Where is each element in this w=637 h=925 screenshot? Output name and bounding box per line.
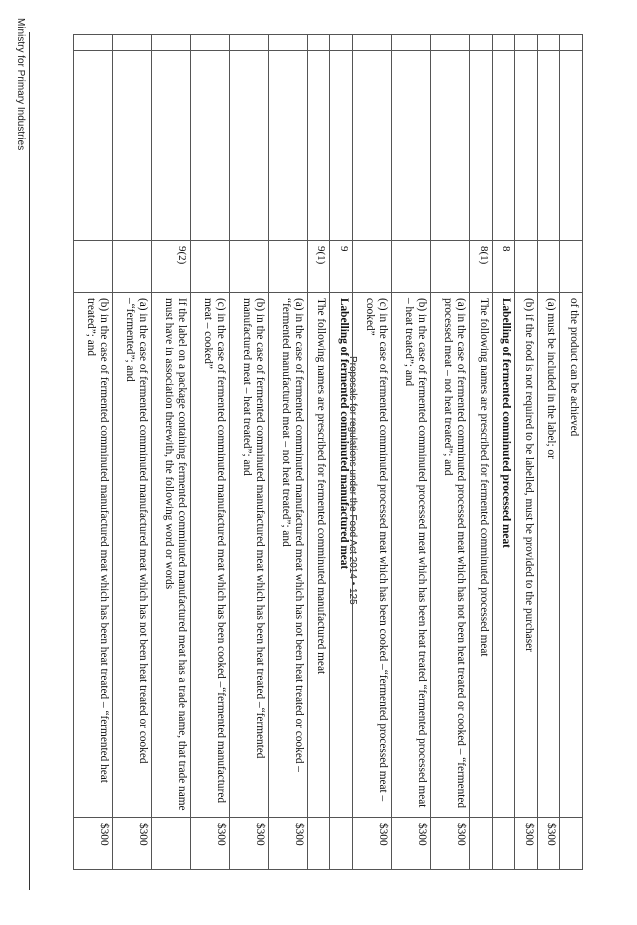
blank-cell (307, 51, 330, 241)
fine-amount: $300 (74, 818, 113, 870)
blank-cell (268, 51, 307, 241)
table-row (307, 35, 330, 870)
section-heading: Labelling of fermented comminuted manufactured meat (330, 293, 353, 818)
clause-number: 9(2) (152, 241, 191, 293)
clause-number: 9(1) (307, 241, 330, 293)
table-row (537, 35, 560, 870)
clause-text: (a) must be included in the label; or (537, 293, 560, 818)
table-row (353, 35, 392, 870)
clause-text: (a) in the case of fermented comminuted processed meat which has not been heat treated or cooked – “fermented processed meat – not heat treated”; and (431, 293, 470, 818)
blank-cell (74, 35, 113, 51)
clause-number (560, 241, 583, 293)
blank-cell (431, 35, 470, 51)
document-title: Proposals for regulations under the Food Act 2014 • 125 (347, 356, 358, 605)
blank-cell (353, 51, 392, 241)
clause-number (537, 241, 560, 293)
table-row (469, 35, 492, 870)
table-row (74, 35, 113, 870)
regulation-table (73, 34, 583, 846)
blank-cell (492, 35, 515, 51)
table-row (392, 35, 431, 870)
blank-cell (515, 51, 538, 241)
blank-cell (537, 51, 560, 241)
blank-cell (152, 35, 191, 51)
blank-cell (353, 35, 392, 51)
fine-amount: $300 (431, 818, 470, 870)
clause-text: of the product can be achieved (560, 293, 583, 818)
blank-cell (392, 51, 431, 241)
blank-cell (152, 51, 191, 241)
table-row (268, 35, 307, 870)
blank-cell (330, 35, 353, 51)
blank-cell (74, 51, 113, 241)
blank-cell (537, 35, 560, 51)
blank-cell (307, 35, 330, 51)
blank-cell (492, 51, 515, 241)
section-heading: Labelling of fermented comminuted processed meat (492, 293, 515, 818)
fine-amount: $300 (392, 818, 431, 870)
ministry-name: Ministry for Primary Industries (15, 18, 26, 151)
section-heading-row (330, 35, 353, 870)
clause-number (229, 241, 268, 293)
clause-text: (c) in the case of fermented comminuted processed meat which has been cooked –“fermented processed meat – cooked” (353, 293, 392, 818)
blank-cell (113, 35, 152, 51)
clause-number (392, 241, 431, 293)
blank-cell (330, 51, 353, 241)
blank-cell (113, 51, 152, 241)
clause-text: (a) in the case of fermented comminuted manufactured meat which has not been heat treated or cooked –“fermented”; and (113, 293, 152, 818)
table-row (515, 35, 538, 870)
blank-cell (392, 35, 431, 51)
fine-amount (560, 818, 583, 870)
clause-text: (c) in the case of fermented comminuted manufactured meat which has been cooked –“fermented manufactured meat – cooked” (191, 293, 230, 818)
clause-number (113, 241, 152, 293)
blank-cell (469, 51, 492, 241)
clause-number: 8(1) (469, 241, 492, 293)
table-row (560, 35, 583, 870)
table-row (113, 35, 152, 870)
blank-cell (515, 35, 538, 51)
clause-number (431, 241, 470, 293)
table-row (431, 35, 470, 870)
clause-number (191, 241, 230, 293)
fine-amount: $300 (515, 818, 538, 870)
blank-cell (560, 35, 583, 51)
blank-cell (560, 51, 583, 241)
clause-text: If the label on a package containing fermented comminuted manufactured meat has a trade name, that trade name must have in association therewith, the following word or words (152, 293, 191, 818)
fine-amount: $300 (268, 818, 307, 870)
blank-cell (469, 35, 492, 51)
table-row (152, 35, 191, 870)
fine-amount: $300 (353, 818, 392, 870)
clause-text: The following names are prescribed for fermented comminuted manufactured meat (307, 293, 330, 818)
clause-text: (a) in the case of fermented comminuted manufactured meat which has not been heat treated or cooked – “fermented manufactured meat – not heat treated”; and (268, 293, 307, 818)
fine-amount (307, 818, 330, 870)
table-row (191, 35, 230, 870)
clause-number (353, 241, 392, 293)
fine-amount (330, 818, 353, 870)
clause-number (515, 241, 538, 293)
blank-cell (229, 35, 268, 51)
clause-text: (b) in the case of fermented comminuted manufactured meat which has been heat treated –“fermented manufactured meat – heat treated”; and (229, 293, 268, 818)
fine-amount (469, 818, 492, 870)
table-row (229, 35, 268, 870)
clause-number (74, 241, 113, 293)
clause-text: (b) in the case of fermented comminuted processed meat which has been heat treated “fermented processed meat – heat treated”; and (392, 293, 431, 818)
clause-number (268, 241, 307, 293)
clause-number: 9 (330, 241, 353, 293)
blank-cell (191, 35, 230, 51)
clause-number: 8 (492, 241, 515, 293)
blank-cell (268, 35, 307, 51)
blank-cell (229, 51, 268, 241)
margin-rule (29, 32, 30, 890)
clause-text: The following names are prescribed for fermented comminuted processed meat (469, 293, 492, 818)
fine-amount (492, 818, 515, 870)
fine-amount: $300 (537, 818, 560, 870)
blank-cell (191, 51, 230, 241)
blank-cell (431, 51, 470, 241)
fine-amount (152, 818, 191, 870)
fine-amount: $300 (191, 818, 230, 870)
section-heading-row (492, 35, 515, 870)
clause-text: (b) in the case of fermented comminuted manufactured meat which has been heat treated – “fermented heat treated”; and (74, 293, 113, 818)
clause-text: (b) if the food is not required to be labelled, must be provided to the purchaser (515, 293, 538, 818)
fine-amount: $300 (229, 818, 268, 870)
fine-amount: $300 (113, 818, 152, 870)
